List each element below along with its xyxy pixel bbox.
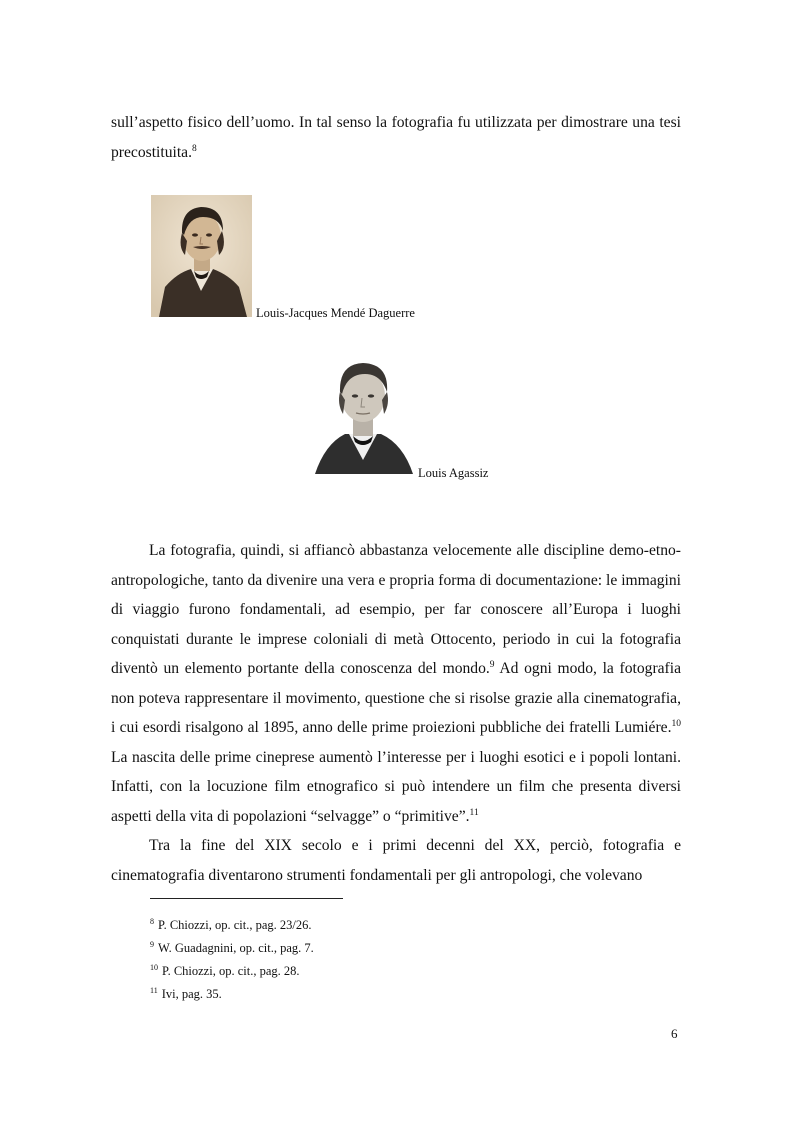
figure-caption-daguerre: Louis-Jacques Mendé Daguerre <box>256 306 415 320</box>
footnote <box>150 915 550 938</box>
footnote-ref-9: 9 <box>489 660 495 670</box>
footnote-number: 9 <box>150 940 154 949</box>
footnote-text: Ivi, pag. 35. <box>161 987 222 1001</box>
body-text-segment: Ad ogni modo, la fotografia non poteva rappresentare il movimento, questione che si risolse grazie alla cinematografia, i cui esordi risalgono al 1895, anno delle prime proiezioni pubbliche dei fratelli Lumiére. <box>111 660 682 736</box>
footnote-separator <box>150 898 343 899</box>
page-number: 6 <box>671 1026 678 1041</box>
footnote-text: W. Guadagnini, op. cit., pag. 7. <box>158 941 314 955</box>
footnote-number: 8 <box>150 917 154 926</box>
footnote-ref-10: 10 <box>671 719 681 729</box>
body-text-segment: La nascita delle prime cineprese aumentò l’interesse per i luoghi esotici e i popoli lontani. Infatti, con la locuzione film etnografico si può intendere un film che presenta diversi aspetti della vita di popolazioni “selvagge” o “primitive”. <box>111 748 681 825</box>
intro-text: sull’aspetto fisico dell’uomo. In tal senso la fotografia fu utilizzata per dimostrare una tesi precostituita. <box>111 114 681 161</box>
footnote <box>150 984 550 1007</box>
body-text-segment: La fotografia, quindi, si affiancò abbastanza velocemente alle discipline demo-etno-antropologiche, tanto da divenire una vera e propria forma di documentazione: le immagini di viaggio furono fondamentali, ad esempio, per far conoscere all’Europa i luoghi conquistati durante le imprese coloniali di metà Ottocento, periodo in cui la fotografia diventò un elemento portante della conoscenza del mondo. <box>111 542 681 677</box>
body-paragraph-1 <box>111 536 681 831</box>
footnote-text: P. Chiozzi, op. cit., pag. 23/26. <box>158 918 312 932</box>
footnotes <box>150 915 550 1007</box>
footnote-number: 10 <box>150 963 158 972</box>
footnote-ref-8: 8 <box>191 143 197 154</box>
footnote <box>150 961 550 984</box>
body-paragraph-2: Tra la fine del XIX secolo e i primi decenni del XX, perciò, fotografia e cinematografia diventarono strumenti fondamentali per gli antropologi, che volevano <box>111 837 681 884</box>
footnote-text: P. Chiozzi, op. cit., pag. 28. <box>162 964 300 978</box>
footnote <box>150 938 550 961</box>
body-text <box>111 536 681 890</box>
agassiz-portrait <box>311 356 416 476</box>
footnote-number: 11 <box>150 986 158 995</box>
figure-caption-agassiz: Louis Agassiz <box>418 466 489 480</box>
daguerre-portrait <box>151 195 252 317</box>
intro-paragraph <box>111 108 681 167</box>
footnote-ref-11: 11 <box>469 807 479 818</box>
